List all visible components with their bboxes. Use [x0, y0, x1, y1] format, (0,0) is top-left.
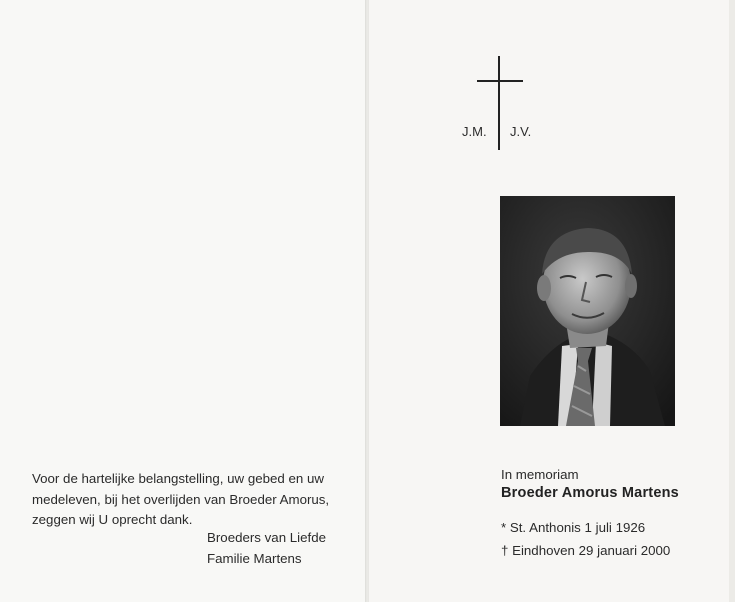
- thanks-text: [32, 469, 342, 531]
- death-line: † Eindhoven 29 januari 2000: [501, 543, 671, 558]
- thanks-line: Voor de hartelijke belangstelling, uw gebed en uw: [32, 471, 324, 486]
- portrait-photo: [500, 196, 675, 426]
- initials-right: J.V.: [510, 124, 532, 139]
- thanks-line: medeleven, bij het overlijden van Broeder Amorus,: [32, 491, 330, 507]
- thanks-line: zeggen wij U oprecht dank.: [32, 512, 193, 527]
- left-panel: [0, 0, 366, 602]
- signatures: [207, 528, 326, 569]
- initials-left: J.M.: [462, 124, 487, 139]
- card-edge: [729, 0, 735, 602]
- deceased-name: Broeder Amorus Martens: [501, 485, 679, 501]
- birth-line: * St. Anthonis 1 juli 1926: [501, 520, 646, 535]
- cross-icon: [498, 56, 500, 150]
- signature-brothers: Broeders van Liefde: [207, 530, 327, 545]
- in-memoriam-label: In memoriam: [501, 467, 579, 482]
- cross-icon-bar: [477, 80, 523, 82]
- signature-family: Familie Martens: [207, 550, 302, 566]
